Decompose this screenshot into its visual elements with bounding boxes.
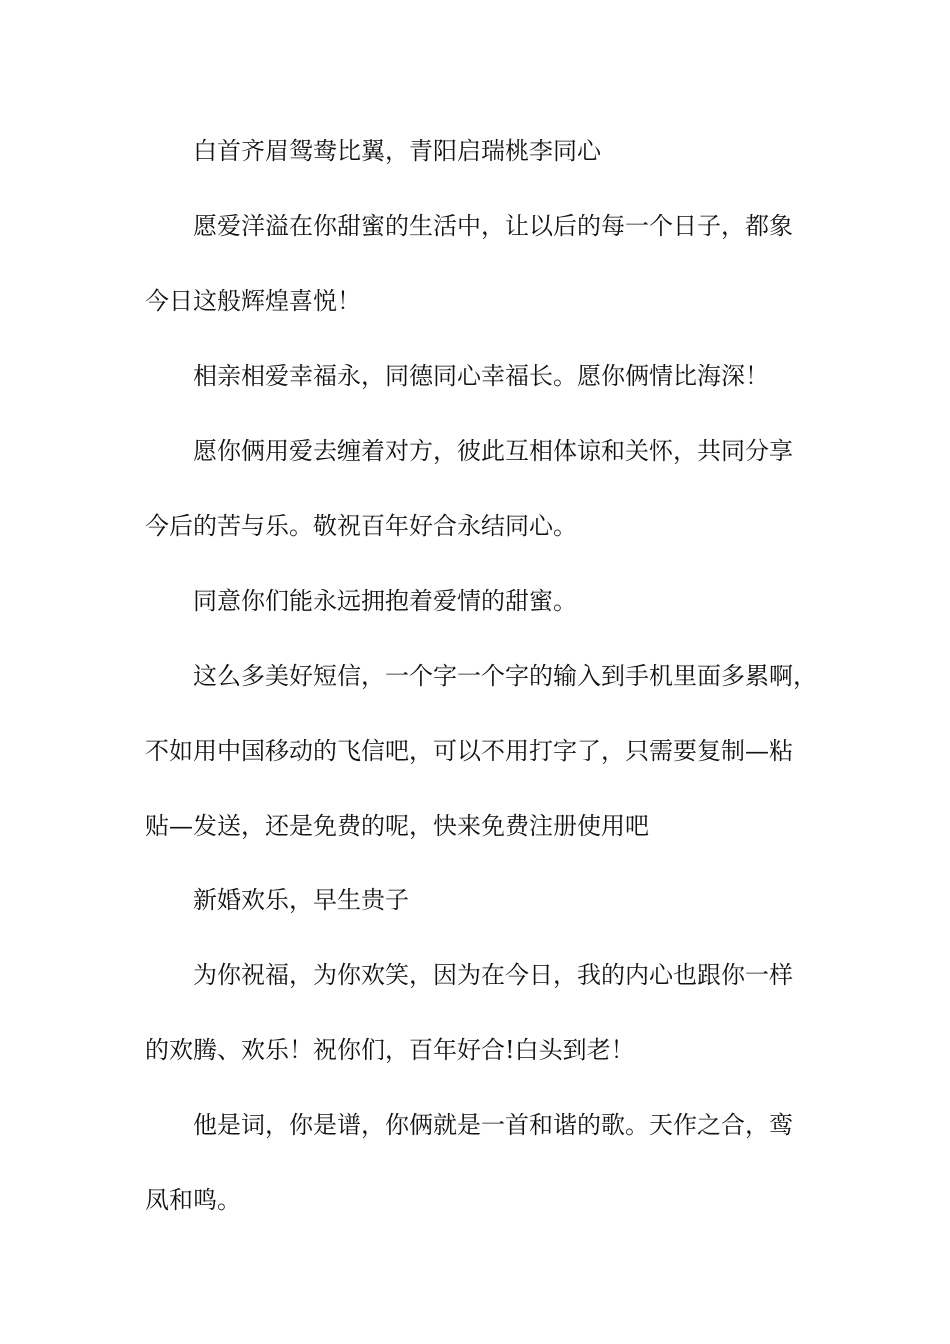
text-line-7: 同意你们能永远拥抱着爱情的甜蜜。 (193, 587, 577, 615)
text-line-3: 今日这般辉煌喜悦！ (145, 287, 361, 315)
text-line-8: 这么多美好短信，一个字一个字的输入到手机里面多累啊， (193, 662, 817, 690)
text-line-11: 新婚欢乐，早生贵子 (193, 886, 409, 914)
text-line-9: 不如用中国移动的飞信吧，可以不用打字了，只需要复制—粘 (145, 737, 793, 765)
text-line-14: 他是词，你是谱，你俩就是一首和谐的歌。天作之合，鸾 (193, 1111, 793, 1139)
text-line-15: 凤和鸣。 (145, 1186, 241, 1214)
text-line-4: 相亲相爱幸福永，同德同心幸福长。愿你俩情比海深！ (193, 362, 769, 390)
text-line-12: 为你祝福，为你欢笑，因为在今日，我的内心也跟你一样 (193, 961, 793, 989)
text-line-2: 愿爱洋溢在你甜蜜的生活中，让以后的每一个日子，都象 (193, 212, 793, 240)
text-line-1: 白首齐眉鸳鸯比翼，青阳启瑞桃李同心 (193, 137, 601, 165)
text-line-10: 贴—发送，还是免费的呢，快来免费注册使用吧 (145, 812, 649, 840)
text-line-6: 今后的苦与乐。敬祝百年好合永结同心。 (145, 512, 577, 540)
text-line-5: 愿你俩用爱去缠着对方，彼此互相体谅和关怀，共同分享 (193, 437, 793, 465)
text-line-13: 的欢腾、欢乐！祝你们，百年好合!白头到老！ (145, 1036, 635, 1064)
